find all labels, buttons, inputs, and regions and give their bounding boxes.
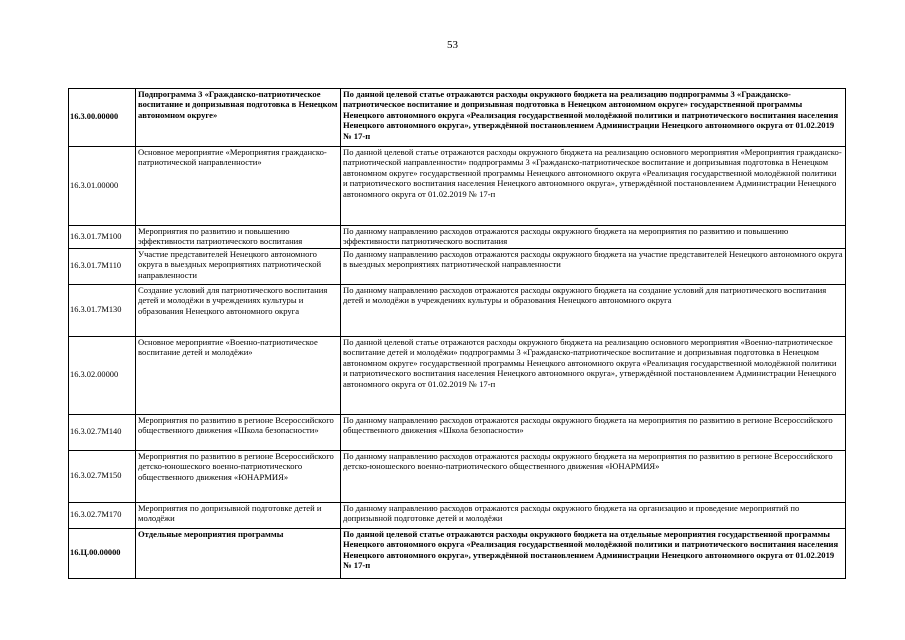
row-code: 16.3.00.00000 bbox=[69, 89, 136, 147]
budget-classification-table bbox=[68, 88, 846, 579]
row-code: 16.3.01.7М100 bbox=[69, 226, 136, 249]
table-row bbox=[69, 451, 846, 503]
row-name: Основное мероприятие «Военно-патриотическое воспитание детей и молодёжи» bbox=[136, 337, 341, 415]
table-row bbox=[69, 503, 846, 529]
row-name: Подпрограмма 3 «Гражданско-патриотическое воспитание и допризывная подготовка в Ненецком автономном округе» bbox=[136, 89, 341, 147]
row-name: Основное мероприятие «Мероприятия гражданско-патриотической направленности» bbox=[136, 147, 341, 226]
table-row bbox=[69, 89, 846, 147]
row-description: По данному направлению расходов отражаются расходы окружного бюджета на мероприятия по развитию и повышению эффективности патриотического воспитания bbox=[341, 226, 846, 249]
table-row bbox=[69, 147, 846, 226]
row-name: Мероприятия по развитию в регионе Всероссийского детско-юношеского военно-патриотического общественного движения «ЮНАРМИЯ» bbox=[136, 451, 341, 503]
row-description: По данной целевой статье отражаются расходы окружного бюджета на отдельные мероприятия государственной программы Ненецкого автономного округа «Реализация государственной молодёжной политики и патриотического воспитания населения Ненецкого автономного округа», утверждённой постановлением Администрации Ненецкого автономного округа от 01.02.2019 № 17-п bbox=[341, 529, 846, 579]
row-code: 16.3.02.7М170 bbox=[69, 503, 136, 529]
row-name: Мероприятия по допризывной подготовке детей и молодёжи bbox=[136, 503, 341, 529]
row-code: 16.3.02.7М150 bbox=[69, 451, 136, 503]
row-name: Участие представителей Ненецкого автономного округа в выездных мероприятиях патриотической направленности bbox=[136, 249, 341, 285]
table-row bbox=[69, 337, 846, 415]
row-description: По данному направлению расходов отражаются расходы окружного бюджета на организацию и проведение мероприятий по допризывной подготовке детей и молодёжи bbox=[341, 503, 846, 529]
table-row bbox=[69, 285, 846, 337]
row-description: По данному направлению расходов отражаются расходы окружного бюджета на мероприятия по развитию в регионе Всероссийского общественного движения «Школа безопасности» bbox=[341, 415, 846, 451]
row-description: По данной целевой статье отражаются расходы окружного бюджета на реализацию основного мероприятия «Военно-патриотическое воспитание детей и молодёжи» подпрограммы 3 «Гражданско-патриотическое воспитание и допризывная подготовка в Ненецком автономном округе» государственной программы Ненецкого автономного округа «Реализация государственной молодёжной политики и патриотического воспитания населения Ненецкого автономного округа», утверждённой постановлением Администрации Ненецкого автономного округа от 01.02.2019 № 17-п bbox=[341, 337, 846, 415]
row-description: По данному направлению расходов отражаются расходы окружного бюджета на создание условий для патриотического воспитания детей и молодёжи в учреждениях культуры и образования Ненецкого автономного округа bbox=[341, 285, 846, 337]
row-name: Отдельные мероприятия программы bbox=[136, 529, 341, 579]
row-description: По данному направлению расходов отражаются расходы окружного бюджета на мероприятия по развитию в регионе Всероссийского детско-юношеского военно-патриотического общественного движения «ЮНАРМИЯ» bbox=[341, 451, 846, 503]
row-code: 16.Ц.00.00000 bbox=[69, 529, 136, 579]
row-description: По данной целевой статье отражаются расходы окружного бюджета на реализацию подпрограммы 3 «Гражданско-патриотическое воспитание и допризывная подготовка в Ненецком автономном округе» государственной программы Ненецкого автономного округа «Реализация государственной молодёжной политики и патриотического воспитания населения Ненецкого автономного округа», утверждённой постановлением Администрации Ненецкого автономного округа от 01.02.2019 № 17-п bbox=[341, 89, 846, 147]
page-number: 53 bbox=[447, 39, 458, 51]
row-description: По данному направлению расходов отражаются расходы окружного бюджета на участие представителей Ненецкого автономного округа в выездных мероприятиях патриотической направленности bbox=[341, 249, 846, 285]
row-code: 16.3.01.7М110 bbox=[69, 249, 136, 285]
row-description: По данной целевой статье отражаются расходы окружного бюджета на реализацию основного мероприятия «Мероприятия гражданско-патриотической направленности» подпрограммы 3 «Гражданско-патриотическое воспитание и допризывная подготовка в Ненецком автономном округе» государственной программы Ненецкого автономного округа «Реализация государственной молодёжной политики и патриотического воспитания населения Ненецкого автономного округа», утверждённой постановлением Администрации Ненецкого автономного округа от 01.02.2019 № 17-п bbox=[341, 147, 846, 226]
table-row bbox=[69, 226, 846, 249]
table-row bbox=[69, 529, 846, 579]
row-name: Мероприятия по развитию в регионе Всероссийского общественного движения «Школа безопасности» bbox=[136, 415, 341, 451]
row-code: 16.3.01.7М130 bbox=[69, 285, 136, 337]
table-row bbox=[69, 415, 846, 451]
row-code: 16.3.02.00000 bbox=[69, 337, 136, 415]
table-row bbox=[69, 249, 846, 285]
row-name: Мероприятия по развитию и повышению эффективности патриотического воспитания bbox=[136, 226, 341, 249]
row-code: 16.3.01.00000 bbox=[69, 147, 136, 226]
row-name: Создание условий для патриотического воспитания детей и молодёжи в учреждениях культуры и образования Ненецкого автономного округа bbox=[136, 285, 341, 337]
row-code: 16.3.02.7М140 bbox=[69, 415, 136, 451]
